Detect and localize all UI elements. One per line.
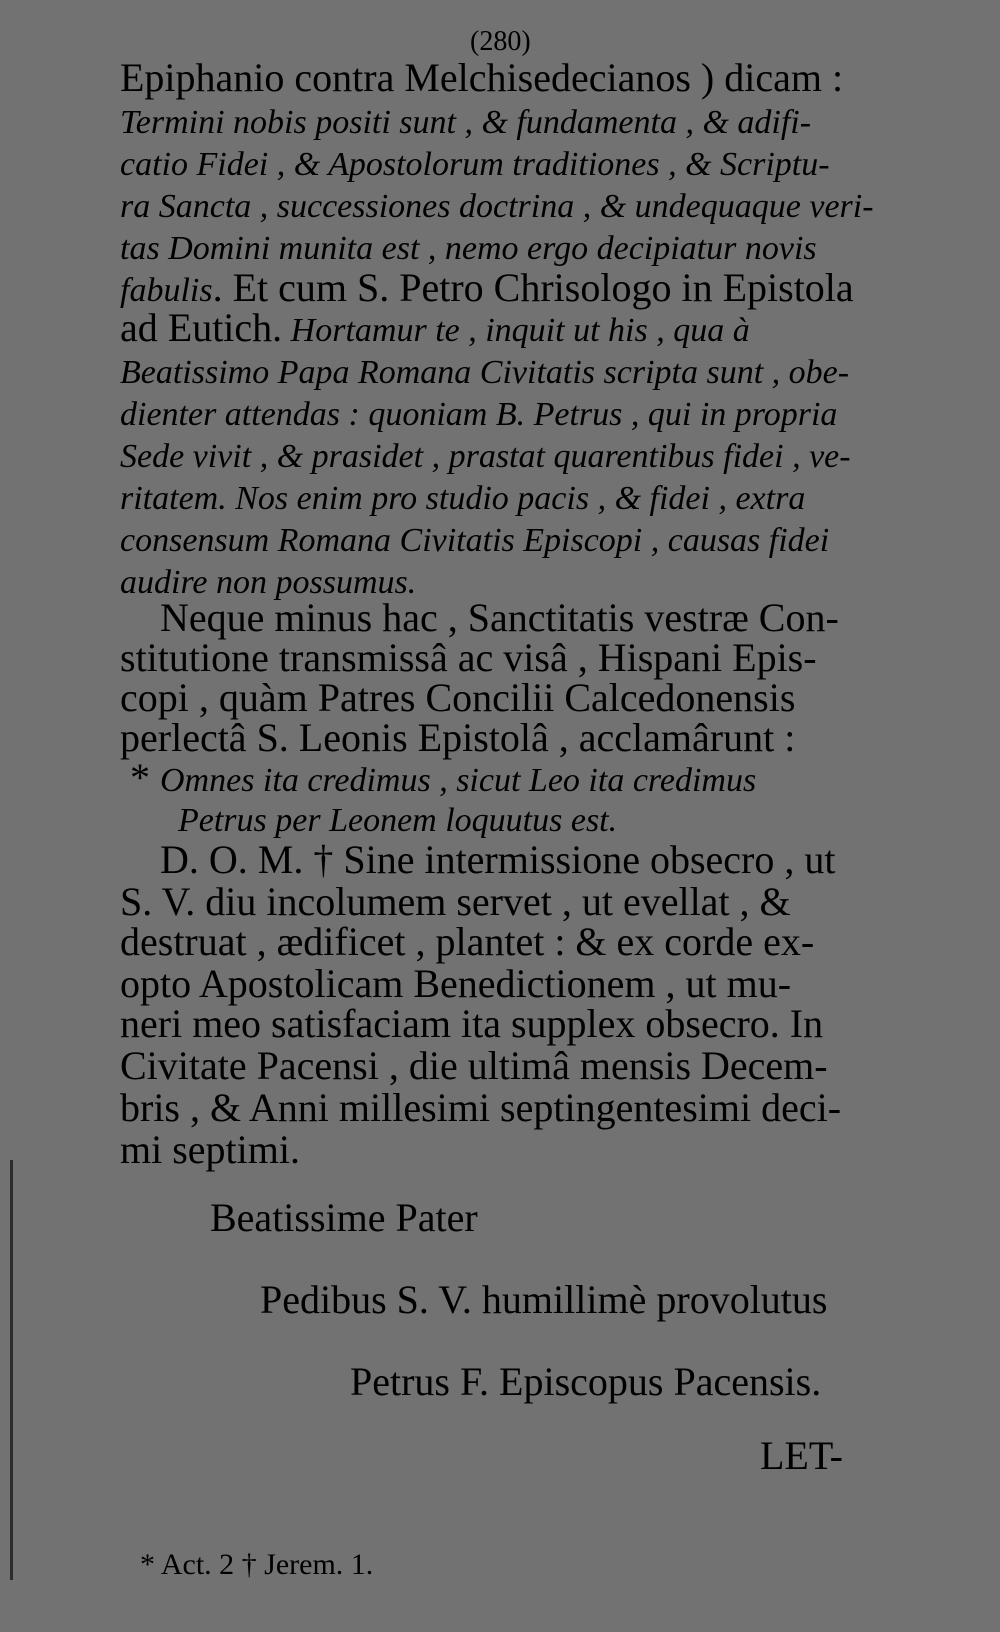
roman-span: copi , quàm Patres Concilii Calcedonensis	[120, 675, 796, 720]
text-line	[120, 919, 815, 964]
text-line	[120, 142, 830, 185]
text-line	[120, 961, 792, 1006]
roman-span: D. O. M. † Sine intermissione obsecro , ut	[160, 837, 836, 882]
italic-span: audire non possumus.	[120, 564, 417, 601]
text-line	[160, 595, 839, 640]
italic-span: Sede vivit , & prasidet , prastat quarentibus fidei , ve-	[120, 438, 851, 475]
text-line	[160, 837, 836, 882]
text-line	[120, 434, 851, 477]
footnote: * Act. 2 † Jerem. 1.	[140, 1548, 374, 1581]
text-line	[120, 350, 849, 393]
roman-span: Neque minus hac , Sanctitatis vestræ Con-	[160, 595, 839, 640]
italic-span: tas Domini munita est , nemo ergo decipiatur novis	[120, 230, 817, 267]
italic-span: consensum Romana Civitatis Episcopi , causas fidei	[120, 522, 830, 559]
text-line	[120, 518, 829, 561]
text-line	[120, 1085, 842, 1130]
roman-span: neri meo satisfaciam ita supplex obsecro. In	[120, 1001, 824, 1046]
text-line	[120, 675, 796, 720]
roman-span: S. V. diu incolumem servet , ut evellat , &	[120, 879, 791, 924]
italic-span: fabulis	[120, 272, 213, 309]
italic-span: Termini nobis positi sunt , & fundamenta , & adifi-	[120, 104, 812, 141]
text-line	[120, 184, 874, 227]
text-line	[120, 1127, 300, 1172]
text-line	[120, 715, 796, 760]
page-edge-mark	[10, 1160, 13, 1580]
closing-line: Pedibus S. V. humillimè provolutus	[260, 1277, 828, 1322]
roman-span: perlectâ S. Leonis Epistolâ , acclamârunt :	[120, 715, 796, 760]
text-line	[120, 879, 791, 924]
roman-span: ad Eutich.	[120, 305, 283, 350]
text-line	[120, 635, 817, 680]
italic-span: ra Sancta , successiones doctrina , & undequaque veri-	[120, 188, 874, 225]
roman-span: Civitate Pacensi , die ultimâ mensis Decem-	[120, 1043, 828, 1088]
italic-span: dienter attendas : quoniam B. Petrus , qui in propria	[120, 396, 838, 433]
italic-span: ritatem. Nos enim pro studio pacis , & fidei , extra	[120, 480, 806, 517]
italic-span: Beatissimo Papa Romana Civitatis scripta sunt , obe-	[120, 354, 850, 391]
text-line	[120, 1043, 828, 1088]
text-line	[120, 1001, 824, 1046]
roman-span: opto Apostolicam Benedictionem , ut mu-	[120, 961, 792, 1006]
roman-span: stitutione transmissâ ac visâ , Hispani Epis-	[120, 635, 817, 680]
text-line	[120, 476, 805, 519]
italic-span: Petrus per Leonem loquutus est.	[178, 802, 618, 839]
italic-span: catio Fidei , & Apostolorum traditiones , & Scriptu-	[120, 146, 830, 183]
roman-span: bris , & Anni millesimi septingentesimi deci-	[120, 1085, 842, 1130]
text-line	[120, 100, 811, 143]
text-line	[120, 226, 817, 269]
roman-span: . Et cum S. Petro Chrisologo in Epistola	[212, 265, 854, 310]
roman-span: *	[130, 755, 160, 800]
signature: Petrus F. Episcopus Pacensis.	[350, 1359, 822, 1404]
text-line	[130, 755, 757, 801]
text-line	[178, 798, 617, 841]
page-number: (280)	[470, 26, 531, 57]
catchword: LET-	[760, 1433, 843, 1478]
roman-span: mi septimi.	[120, 1127, 300, 1172]
text-line	[120, 55, 844, 100]
text-line	[120, 305, 750, 351]
text-line	[120, 392, 837, 435]
italic-span: Omnes ita credimus , sicut Leo ita credimus	[160, 762, 757, 799]
roman-span: Epiphanio contra Melchisedecianos ) dicam :	[120, 55, 844, 100]
italic-span: Hortamur te , inquit ut his , qua à	[282, 312, 750, 349]
salutation: Beatissime Pater	[210, 1195, 478, 1240]
roman-span: destruat , ædificet , plantet : & ex corde ex-	[120, 919, 815, 964]
